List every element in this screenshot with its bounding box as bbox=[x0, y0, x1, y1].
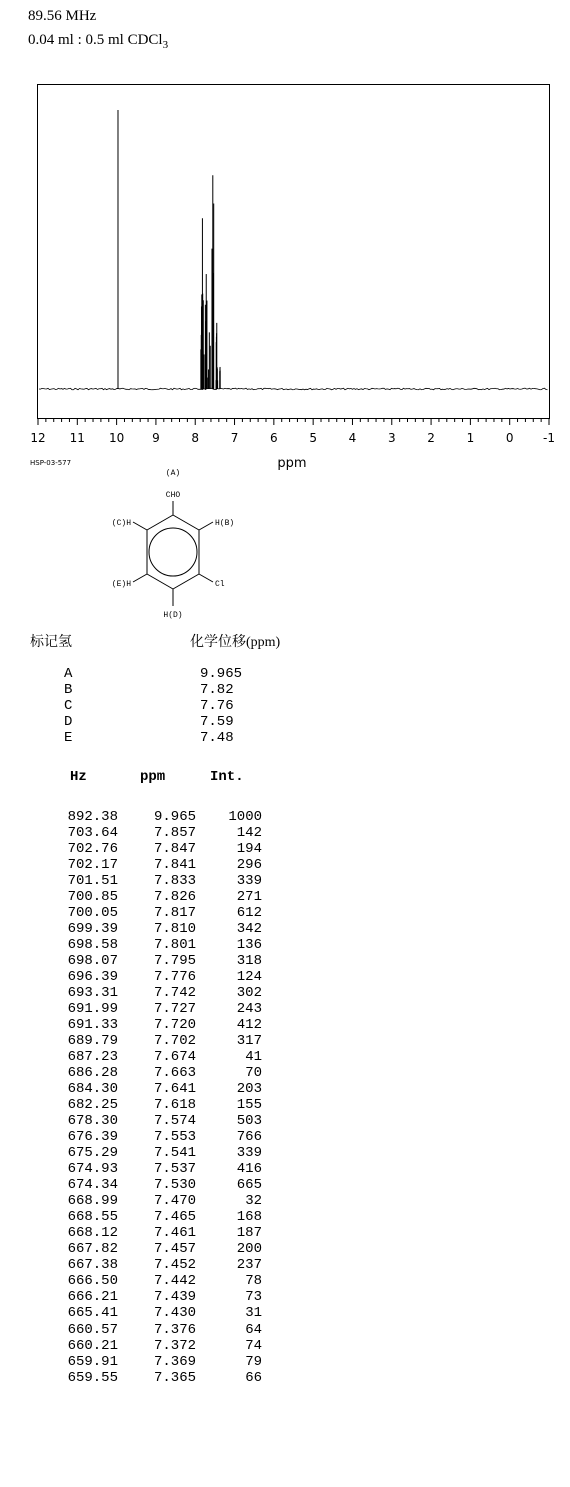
cell-int: 243 bbox=[236, 1001, 262, 1018]
cell-ppm: 7.795 bbox=[153, 953, 196, 970]
cell-hz: 674.93 bbox=[67, 1161, 118, 1178]
table-row bbox=[0, 969, 262, 985]
cell-hz: 700.05 bbox=[67, 905, 118, 922]
cell-hz: 678.30 bbox=[67, 1113, 118, 1130]
cell-int: 665 bbox=[236, 1177, 262, 1194]
cell-ppm: 7.674 bbox=[153, 1049, 196, 1066]
cell-int: 416 bbox=[236, 1161, 262, 1178]
cell-ppm: 7.801 bbox=[153, 937, 196, 954]
x-tick-label: 11 bbox=[69, 431, 85, 445]
cell-ppm: 7.833 bbox=[153, 873, 196, 890]
cell-hz: 666.21 bbox=[67, 1289, 118, 1306]
cell-ppm: 7.365 bbox=[153, 1369, 196, 1386]
bond-to-hc bbox=[133, 522, 147, 530]
cell-int: 168 bbox=[236, 1209, 262, 1226]
x-tick-label: 8 bbox=[191, 431, 200, 445]
assignment-header-label: 标记氢 bbox=[30, 635, 72, 650]
table-row bbox=[0, 1001, 262, 1017]
cell-ppm: 7.857 bbox=[153, 825, 196, 842]
cell-ppm: 7.470 bbox=[153, 1193, 196, 1210]
cell-int: 41 bbox=[245, 1049, 262, 1066]
cell-hz: 667.82 bbox=[67, 1241, 118, 1258]
table-row bbox=[0, 1177, 262, 1193]
cell-ppm: 7.376 bbox=[153, 1321, 196, 1338]
cell-ppm: 7.465 bbox=[153, 1209, 196, 1226]
cell-ppm: 7.720 bbox=[153, 1017, 196, 1034]
bond-to-cl bbox=[199, 574, 213, 582]
ring-bond-bottom-left bbox=[147, 574, 173, 589]
x-tick-label: 6 bbox=[270, 431, 278, 445]
x-tick-label: 9 bbox=[152, 431, 160, 445]
cell-int: 70 bbox=[245, 1065, 262, 1082]
cell-ppm: 7.372 bbox=[153, 1337, 196, 1354]
cell-hz: 701.51 bbox=[67, 873, 118, 890]
peak-table bbox=[0, 809, 262, 1386]
assignment-row: C 7.76 bbox=[64, 698, 234, 714]
assignment-row: A 9.965 bbox=[64, 666, 243, 682]
cell-int: 318 bbox=[236, 953, 262, 970]
cell-ppm: 7.442 bbox=[153, 1273, 196, 1290]
cell-int: 155 bbox=[236, 1097, 262, 1114]
cell-hz: 660.21 bbox=[67, 1337, 118, 1354]
cell-int: 142 bbox=[236, 825, 262, 842]
x-tick-label: -1 bbox=[543, 431, 555, 445]
cell-hz: 682.25 bbox=[67, 1097, 118, 1114]
table-row bbox=[0, 1305, 262, 1321]
cell-hz: 686.28 bbox=[67, 1065, 118, 1082]
cell-int: 78 bbox=[245, 1273, 262, 1290]
assignment-table bbox=[64, 666, 242, 746]
cell-int: 1000 bbox=[228, 809, 262, 825]
cell-int: 66 bbox=[245, 1369, 262, 1386]
cell-ppm: 7.452 bbox=[153, 1257, 196, 1274]
cell-hz: 702.76 bbox=[67, 841, 118, 858]
cell-int: 31 bbox=[245, 1305, 262, 1322]
table-row bbox=[0, 921, 262, 937]
cell-ppm: 7.841 bbox=[153, 857, 196, 874]
table-row bbox=[0, 889, 262, 905]
cell-hz: 668.99 bbox=[67, 1193, 118, 1210]
table-row bbox=[0, 1370, 262, 1386]
cell-ppm: 7.727 bbox=[153, 1001, 196, 1018]
cell-hz: 691.99 bbox=[67, 1001, 118, 1018]
bond-to-hb bbox=[199, 522, 213, 530]
cell-ppm: 7.702 bbox=[153, 1033, 196, 1050]
label-cl: Cl bbox=[215, 580, 225, 589]
label-hb: H(B) bbox=[215, 519, 235, 528]
x-tick-label: 3 bbox=[387, 431, 396, 445]
cell-int: 187 bbox=[236, 1225, 262, 1242]
label-a: (A) bbox=[165, 469, 181, 478]
cell-hz: 700.85 bbox=[67, 889, 118, 906]
cell-int: 296 bbox=[236, 857, 262, 874]
cell-hz: 696.39 bbox=[67, 969, 118, 986]
label-hd: H(D) bbox=[163, 611, 183, 620]
cell-hz: 693.31 bbox=[67, 985, 118, 1002]
cell-hz: 675.29 bbox=[67, 1145, 118, 1162]
cell-hz: 659.91 bbox=[67, 1353, 118, 1370]
cell-int: 412 bbox=[236, 1017, 262, 1034]
sample-id: HSP-03-577 bbox=[30, 459, 72, 467]
assignment-row: B 7.82 bbox=[64, 682, 234, 698]
x-tick-label: 5 bbox=[309, 431, 317, 445]
header-int: Int. bbox=[210, 769, 244, 785]
table-row bbox=[0, 1017, 262, 1033]
assignment-row: D 7.59 bbox=[64, 714, 234, 730]
x-tick-label: 10 bbox=[108, 431, 125, 445]
header-ppm: ppm bbox=[140, 769, 166, 785]
table-row bbox=[0, 905, 262, 921]
table-row bbox=[0, 809, 262, 825]
cell-int: 194 bbox=[236, 841, 262, 858]
table-row bbox=[0, 1354, 262, 1370]
cell-hz: 687.23 bbox=[67, 1049, 118, 1066]
table-row bbox=[0, 1097, 262, 1113]
table-row bbox=[0, 1241, 262, 1257]
cell-hz: 892.38 bbox=[67, 809, 118, 825]
cell-ppm: 7.742 bbox=[153, 985, 196, 1002]
cell-ppm: 7.541 bbox=[153, 1145, 196, 1162]
cell-hz: 698.07 bbox=[67, 953, 118, 970]
table-row bbox=[0, 1129, 262, 1145]
table-row bbox=[0, 937, 262, 953]
table-row bbox=[0, 1113, 262, 1129]
table-row bbox=[0, 873, 262, 889]
cell-hz: 698.58 bbox=[67, 937, 118, 954]
assignment-row: E 7.48 bbox=[64, 730, 234, 746]
x-tick-label: 2 bbox=[427, 431, 435, 445]
cell-int: 79 bbox=[245, 1353, 262, 1370]
cell-ppm: 7.537 bbox=[153, 1161, 196, 1178]
cell-ppm: 7.663 bbox=[153, 1065, 196, 1082]
table-row bbox=[0, 841, 262, 857]
table-row bbox=[0, 1193, 262, 1209]
x-tick-label: 12 bbox=[30, 431, 46, 445]
cell-int: 339 bbox=[236, 873, 262, 890]
cell-int: 342 bbox=[236, 921, 262, 938]
cell-hz: 689.79 bbox=[67, 1033, 118, 1050]
cell-hz: 666.50 bbox=[67, 1273, 118, 1290]
table-row bbox=[0, 953, 262, 969]
cell-int: 302 bbox=[236, 985, 262, 1002]
aromatic-ring-circle bbox=[149, 528, 197, 576]
cell-int: 271 bbox=[236, 889, 262, 906]
cell-int: 32 bbox=[245, 1193, 262, 1210]
table-row bbox=[0, 1161, 262, 1177]
cell-hz: 660.57 bbox=[67, 1321, 118, 1338]
spectrometer-frequency: 89.56 MHz bbox=[28, 8, 97, 24]
cell-hz: 676.39 bbox=[67, 1129, 118, 1146]
cell-ppm: 7.574 bbox=[153, 1113, 196, 1130]
cell-ppm: 7.817 bbox=[153, 905, 196, 922]
bond-to-he bbox=[133, 574, 147, 582]
cell-hz: 702.17 bbox=[67, 857, 118, 874]
label-hc: (C)H bbox=[111, 519, 131, 528]
cell-hz: 668.12 bbox=[67, 1225, 118, 1242]
table-row bbox=[0, 1257, 262, 1273]
x-tick-label: 1 bbox=[466, 431, 475, 445]
table-row bbox=[0, 1338, 262, 1354]
x-tick-label: 7 bbox=[230, 431, 239, 445]
table-row bbox=[0, 1289, 262, 1305]
table-row bbox=[0, 1081, 262, 1097]
cell-ppm: 7.553 bbox=[153, 1129, 196, 1146]
ring-bond-top-left bbox=[147, 515, 173, 530]
cell-int: 200 bbox=[236, 1241, 262, 1258]
x-axis-label: ppm bbox=[277, 456, 307, 471]
cell-ppm: 7.776 bbox=[153, 969, 196, 986]
cell-int: 766 bbox=[236, 1129, 262, 1146]
cell-int: 136 bbox=[236, 937, 262, 954]
cell-hz: 699.39 bbox=[67, 921, 118, 938]
cell-ppm: 7.618 bbox=[153, 1097, 196, 1114]
cell-hz: 703.64 bbox=[67, 825, 118, 842]
ring-bond-top-right bbox=[173, 515, 199, 530]
table-row bbox=[0, 857, 262, 873]
x-tick-label: 4 bbox=[348, 431, 357, 445]
cell-hz: 659.55 bbox=[67, 1369, 118, 1386]
table-row bbox=[0, 1065, 262, 1081]
cell-int: 503 bbox=[236, 1113, 262, 1130]
cell-int: 74 bbox=[245, 1337, 262, 1354]
table-row bbox=[0, 1033, 262, 1049]
cell-ppm: 7.369 bbox=[153, 1353, 196, 1370]
cell-int: 124 bbox=[236, 969, 262, 986]
cell-ppm: 7.810 bbox=[153, 921, 196, 938]
cell-int: 237 bbox=[236, 1257, 262, 1274]
cell-ppm: 7.457 bbox=[153, 1241, 196, 1258]
cell-int: 339 bbox=[236, 1145, 262, 1162]
cell-hz: 668.55 bbox=[67, 1209, 118, 1226]
cell-ppm: 7.430 bbox=[153, 1305, 196, 1322]
table-row bbox=[0, 825, 262, 841]
cell-int: 612 bbox=[236, 905, 262, 922]
table-row bbox=[0, 1322, 262, 1338]
cell-int: 73 bbox=[245, 1289, 262, 1306]
cell-ppm: 7.641 bbox=[153, 1081, 196, 1098]
cell-int: 203 bbox=[236, 1081, 262, 1098]
cell-hz: 674.34 bbox=[67, 1177, 118, 1194]
header-hz: Hz bbox=[70, 769, 87, 785]
assignment-header-shift: 化学位移(ppm) bbox=[190, 635, 281, 650]
ring-bond-bottom-right bbox=[173, 574, 199, 589]
peak-table-header bbox=[70, 769, 244, 785]
solvent-subscript: 3 bbox=[162, 39, 169, 51]
table-row bbox=[0, 1145, 262, 1161]
table-row bbox=[0, 1049, 262, 1065]
table-row bbox=[0, 1225, 262, 1241]
x-tick-label: 0 bbox=[505, 431, 514, 445]
table-row bbox=[0, 1273, 262, 1289]
cell-hz: 665.41 bbox=[67, 1305, 118, 1322]
cell-hz: 684.30 bbox=[67, 1081, 118, 1098]
cell-ppm: 7.461 bbox=[153, 1225, 196, 1242]
cell-int: 64 bbox=[245, 1321, 262, 1338]
solvent-text: 0.04 ml : 0.5 ml CDCl bbox=[28, 32, 163, 48]
cell-int: 317 bbox=[236, 1033, 262, 1050]
cell-hz: 667.38 bbox=[67, 1257, 118, 1274]
table-row bbox=[0, 1209, 262, 1225]
cell-ppm: 7.847 bbox=[153, 841, 196, 858]
cell-ppm: 7.826 bbox=[153, 889, 196, 906]
label-cho: CHO bbox=[165, 491, 181, 500]
molecule-structure bbox=[0, 0, 570, 630]
cell-ppm: 7.530 bbox=[153, 1177, 196, 1194]
cell-ppm: 9.965 bbox=[153, 809, 196, 825]
cell-hz: 691.33 bbox=[67, 1017, 118, 1034]
label-he: (E)H bbox=[111, 580, 131, 589]
table-row bbox=[0, 985, 262, 1001]
cell-ppm: 7.439 bbox=[153, 1289, 196, 1306]
